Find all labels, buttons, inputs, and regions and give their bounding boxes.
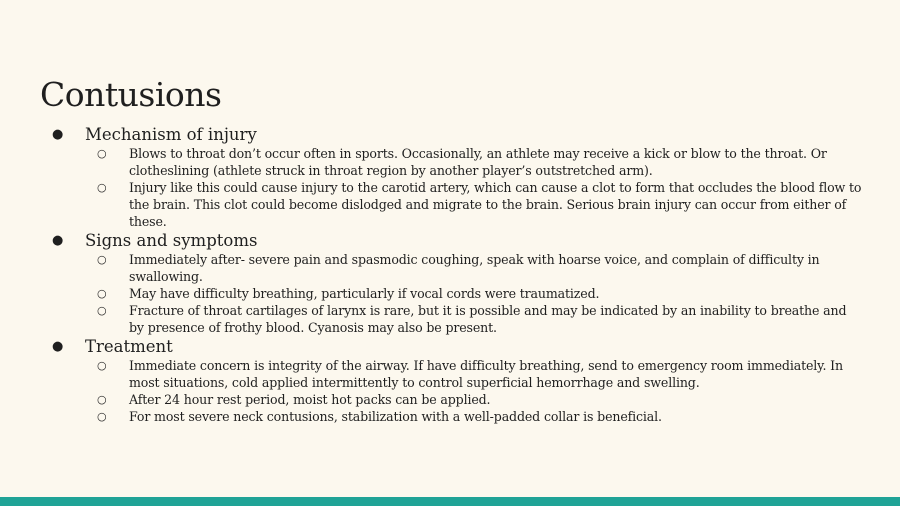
slide-title: Contusions: [40, 75, 222, 115]
sub-bullet-text: Injury like this could cause injury to the carotid artery, which can cause a clot to form that occludes the blood flow to the brain. This clot could become dislodged and migrate to the brain. Serious brain injury can occur from either of these.: [129, 180, 862, 229]
bullet-signs-and-symptoms: [50, 230, 865, 251]
sub-bullet-item: [50, 285, 865, 302]
sub-bullet-text: For most severe neck contusions, stabilization with a well-padded collar is beneficial.: [129, 409, 662, 424]
sub-bullet-text: Blows to throat don’t occur often in sports. Occasionally, an athlete may receive a kick or blow to the throat. Or clotheslining (athlete struck in throat region by another player’s outstretched arm).: [129, 146, 827, 178]
sub-bullet-item: [50, 408, 865, 425]
filled-circle-bullet-icon: ●: [52, 339, 64, 354]
sub-list: [50, 145, 865, 230]
sub-list: [50, 357, 865, 425]
sub-bullet-item: [50, 302, 865, 336]
filled-circle-bullet-icon: ●: [52, 127, 64, 142]
sub-bullet-text: Fracture of throat cartilages of larynx is rare, but it is possible and may be indicated by an inability to breathe and by presence of frothy blood. Cyanosis may also be present.: [129, 303, 847, 335]
accent-bar: [0, 497, 900, 506]
sub-bullet-text: Immediately after- severe pain and spasmodic coughing, speak with hoarse voice, and complain of difficulty in swallowing.: [129, 252, 820, 284]
hollow-circle-bullet-icon: ○: [97, 410, 107, 423]
sub-bullet-item: [50, 251, 865, 285]
sub-bullet-text: May have difficulty breathing, particularly if vocal cords were traumatized.: [129, 286, 600, 301]
hollow-circle-bullet-icon: ○: [97, 253, 107, 266]
sub-bullet-text: Immediate concern is integrity of the airway. If have difficulty breathing, send to emergency room immediately. In most situations, cold applied intermittently to control superficial hemorrhage and swelling.: [129, 358, 843, 390]
sub-bullet-item: [50, 179, 865, 230]
sub-bullet-text: After 24 hour rest period, moist hot packs can be applied.: [129, 392, 491, 407]
slide-content: [50, 124, 865, 425]
bullet-treatment: [50, 336, 865, 357]
section-heading: Mechanism of injury: [85, 125, 257, 144]
sub-bullet-item: [50, 145, 865, 179]
bullet-mechanism-of-injury: [50, 124, 865, 145]
section-heading: Treatment: [85, 337, 173, 356]
section-heading: Signs and symptoms: [85, 231, 258, 250]
sub-bullet-item: [50, 391, 865, 408]
hollow-circle-bullet-icon: ○: [97, 147, 107, 160]
filled-circle-bullet-icon: ●: [52, 233, 64, 248]
hollow-circle-bullet-icon: ○: [97, 304, 107, 317]
hollow-circle-bullet-icon: ○: [97, 181, 107, 194]
sub-bullet-item: [50, 357, 865, 391]
sub-list: [50, 251, 865, 336]
hollow-circle-bullet-icon: ○: [97, 287, 107, 300]
hollow-circle-bullet-icon: ○: [97, 359, 107, 372]
hollow-circle-bullet-icon: ○: [97, 393, 107, 406]
